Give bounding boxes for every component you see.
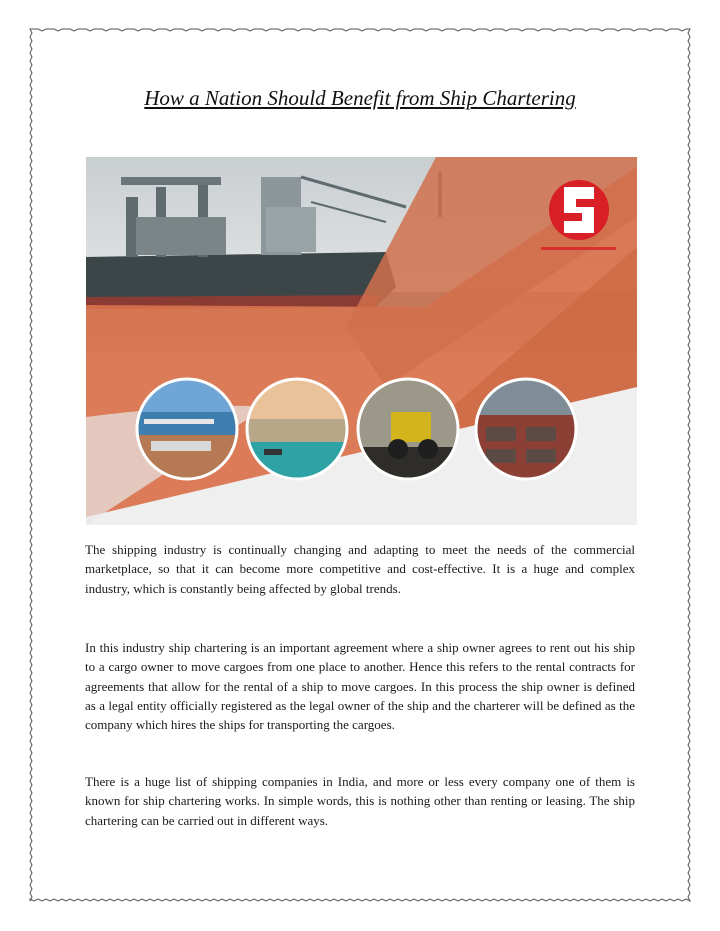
hero-banner-image [86,157,637,525]
body-paragraph-2: In this industry ship chartering is an important agreement where a ship owner agrees to rent out his ship to a cargo owner to move cargoes from one place to another. Hence this refers to the rental contracts for agreements that allow for the rental of a ship to move cargoes. In this process the ship owner is defined as a legal entity officially registered as the legal owner of the ship and the charterer will be defined as the company which hires the ships for transporting the cargoes. [85,640,635,733]
body-paragraph-1: The shipping industry is continually changing and adapting to meet the needs of the commercial marketplace, so that it can become more competitive and cost-effective. It is a huge and complex industry, which is constantly being affected by global trends. [85,542,635,596]
body-paragraph-3: There is a huge list of shipping companies in India, and more or less every company one of them is known for ship chartering works. In simple words, this is nothing other than renting or leasing. The ship chartering can be carried out in different ways. [85,774,635,828]
page-title: How a Nation Should Benefit from Ship Chartering [144,86,576,110]
